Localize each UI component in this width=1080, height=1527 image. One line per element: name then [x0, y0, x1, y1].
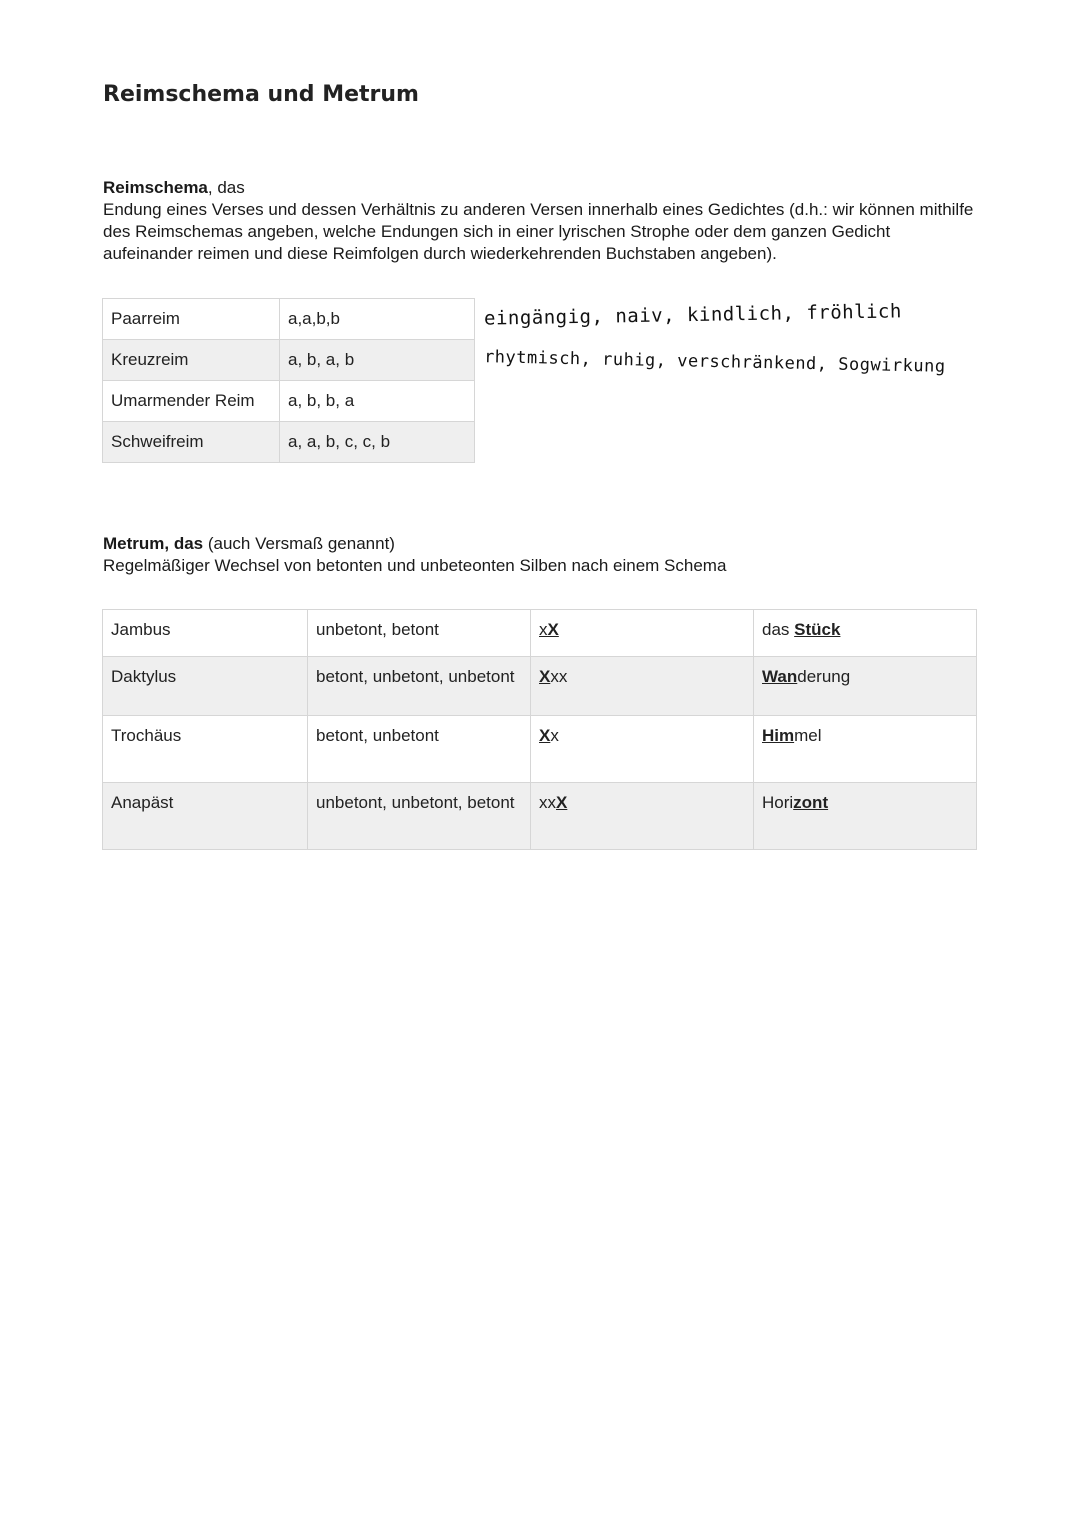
table-row	[103, 340, 475, 381]
reimschema-term: Reimschema	[103, 178, 208, 197]
table-row	[103, 657, 977, 716]
meter-name: Anapäst	[103, 783, 308, 850]
metrum-term: Metrum, das	[103, 534, 204, 553]
symbol-unstressed: xx	[550, 667, 568, 686]
symbol-stressed: X	[547, 620, 559, 639]
meter-table	[102, 609, 977, 850]
reimschema-section	[103, 177, 983, 265]
meter-name: Jambus	[103, 610, 308, 657]
meter-example	[754, 783, 977, 850]
table-row	[103, 783, 977, 850]
rhyme-scheme: a, b, a, b	[280, 340, 475, 381]
meter-symbol	[531, 657, 754, 716]
meter-pattern: betont, unbetont	[308, 716, 531, 783]
table-row	[103, 422, 475, 463]
meter-pattern: betont, unbetont, unbetont	[308, 657, 531, 716]
reimschema-article: , das	[207, 178, 245, 197]
rhyme-name: Paarreim	[103, 299, 280, 340]
metrum-section	[103, 533, 983, 577]
example-plain: das	[762, 620, 795, 639]
example-stressed: Him	[762, 726, 795, 745]
meter-pattern: unbetont, betont	[308, 610, 531, 657]
meter-example	[754, 657, 977, 716]
rhyme-scheme: a,a,b,b	[280, 299, 475, 340]
table-row	[103, 299, 475, 340]
symbol-unstressed: xx	[539, 793, 556, 812]
symbol-stressed: X	[539, 667, 551, 686]
meter-name: Trochäus	[103, 716, 308, 783]
rhyme-name: Schweifreim	[103, 422, 280, 463]
meter-example	[754, 610, 977, 657]
meter-pattern: unbetont, unbetont, betont	[308, 783, 531, 850]
example-plain: derung	[797, 667, 851, 686]
table-row	[103, 381, 475, 422]
example-stressed: Stück	[794, 620, 841, 639]
metrum-definition: Regelmäßiger Wechsel von betonten und unbeteonten Silben nach einem Schema	[103, 556, 727, 575]
symbol-stressed: X	[556, 793, 568, 812]
meter-symbol	[531, 716, 754, 783]
symbol-unstressed: x	[550, 726, 559, 745]
symbol-unstressed: x	[539, 620, 548, 639]
metrum-aside: (auch Versmaß genannt)	[203, 534, 395, 553]
reimschema-definition: Endung eines Verses und dessen Verhältnis zu anderen Versen innerhalb eines Gedichtes (d.h.: wir können mithilfe des Reimschemas angeben, welche Endungen sich in einer lyrischen Strophe oder dem ganzen Gedicht aufeinander reimen und diese Reimfolgen durch wiederkehrenden Buchstaben angeben).	[103, 200, 974, 263]
meter-example	[754, 716, 977, 783]
reimschema-heading	[103, 177, 983, 199]
table-row	[103, 610, 977, 657]
symbol-stressed: X	[539, 726, 551, 745]
rhyme-name: Umarmender Reim	[103, 381, 280, 422]
rhyme-name: Kreuzreim	[103, 340, 280, 381]
metrum-heading	[103, 533, 983, 555]
meter-symbol	[531, 610, 754, 657]
example-plain: mel	[794, 726, 822, 745]
example-stressed: Wan	[762, 667, 798, 686]
handwritten-note: rhytmisch, ruhig, verschränkend, Sogwirkung	[483, 347, 946, 377]
table-row	[103, 716, 977, 783]
example-stressed: zont	[793, 793, 829, 812]
handwritten-note: eingängig, naiv, kindlich, fröhlich	[483, 300, 903, 330]
example-plain: Hori	[762, 793, 794, 812]
page-title: Reimschema und Metrum	[103, 82, 419, 107]
rhyme-scheme: a, b, b, a	[280, 381, 475, 422]
rhyme-scheme: a, a, b, c, c, b	[280, 422, 475, 463]
meter-name: Daktylus	[103, 657, 308, 716]
rhyme-scheme-table	[102, 298, 475, 463]
meter-symbol	[531, 783, 754, 850]
